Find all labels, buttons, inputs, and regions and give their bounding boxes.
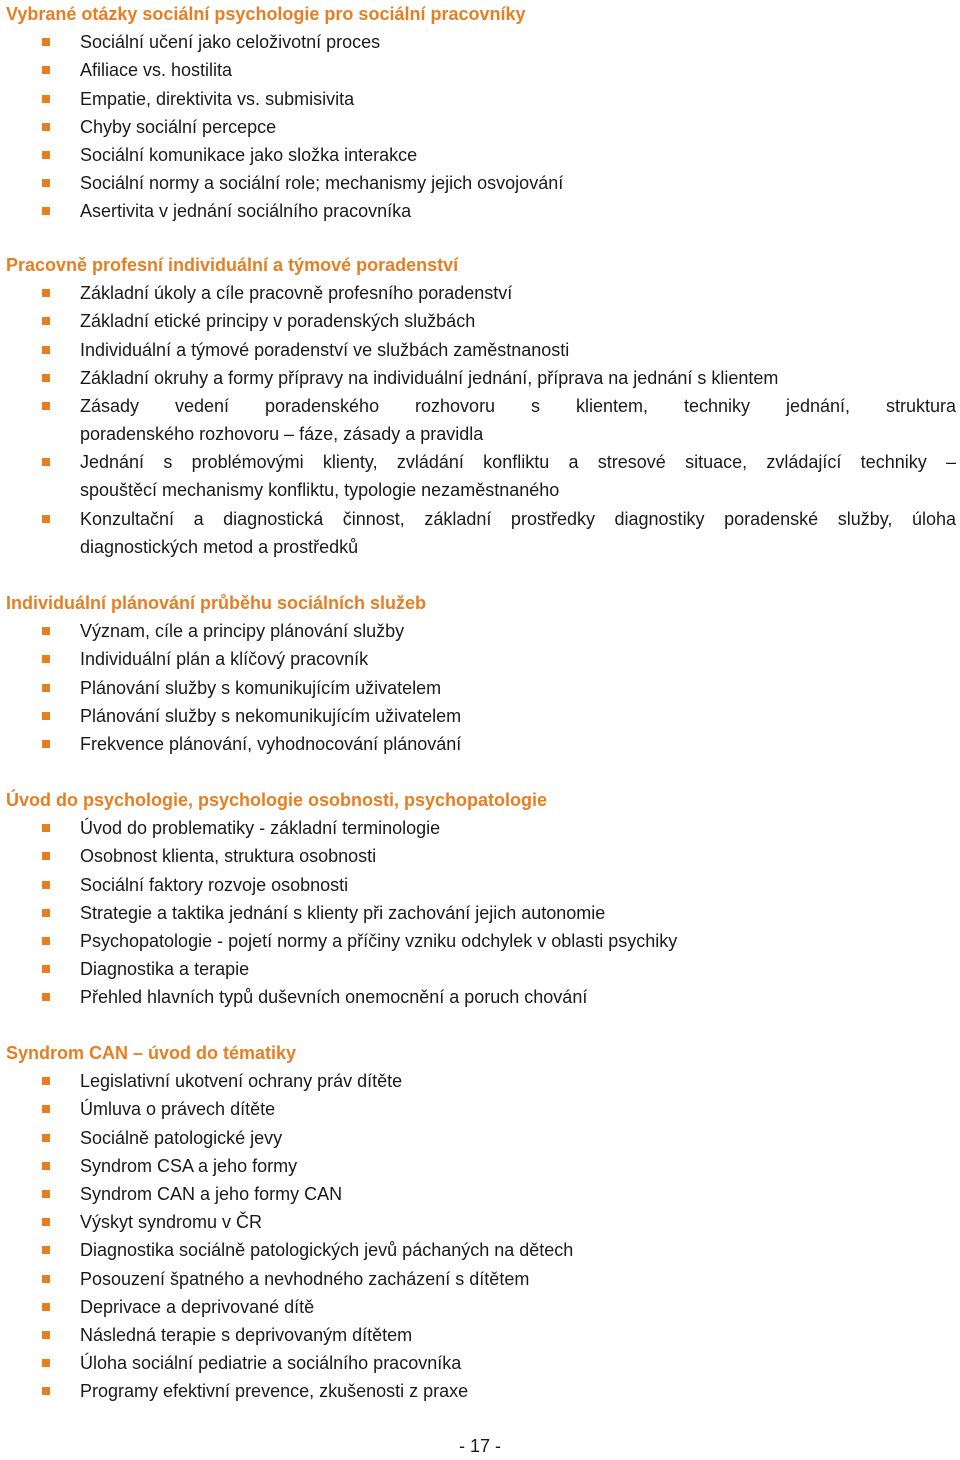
list-item (0, 364, 960, 392)
list-item (0, 1236, 960, 1264)
square-bullet-icon (42, 1162, 50, 1170)
list-item-text: Legislativní ukotvení ochrany práv dítěte (80, 1071, 403, 1091)
list-item (0, 955, 960, 983)
list-item (0, 1067, 960, 1095)
square-bullet-icon (42, 1359, 50, 1367)
list-item (0, 336, 960, 364)
square-bullet-icon (42, 179, 50, 187)
list-item-text: diagnostických metod a prostředků (80, 537, 359, 557)
list-item (0, 448, 960, 504)
list-item-text: poradenského rozhovoru – fáze, zásady a pravidla (80, 424, 484, 444)
list-item-text: Základní okruhy a formy přípravy na individuální jednání, příprava na jednání s klientem (80, 368, 779, 388)
list-item (0, 279, 960, 307)
square-bullet-icon (42, 993, 50, 1001)
section-heading: Syndrom CAN – úvod do tématiky (6, 1043, 297, 1063)
list-item (0, 730, 960, 758)
list-item-text: Programy efektivní prevence, zkušenosti z praxe (80, 1381, 469, 1401)
list-item-text: Posouzení špatného a nevhodného zacházení s dítětem (80, 1269, 530, 1289)
square-bullet-icon (42, 684, 50, 692)
list-item (0, 871, 960, 899)
list-item-text: Plánování služby s nekomunikujícím uživatelem (80, 706, 462, 726)
list-item-text: spouštěcí mechanismy konfliktu, typologie nezaměstnaného (80, 480, 560, 500)
list-item (0, 1095, 960, 1123)
list-item-text: Osobnost klienta, struktura osobnosti (80, 846, 377, 866)
list-item (0, 28, 960, 56)
square-bullet-icon (42, 740, 50, 748)
list-item (0, 307, 960, 335)
square-bullet-icon (42, 1190, 50, 1198)
list-item (0, 1293, 960, 1321)
list-item-text: Význam, cíle a principy plánování služby (80, 621, 405, 641)
list-item-text: Sociální normy a sociální role; mechanismy jejich osvojování (80, 173, 564, 193)
list-item (0, 702, 960, 730)
list-item (0, 113, 960, 141)
list-item-text: Plánování služby s komunikujícím uživatelem (80, 678, 442, 698)
square-bullet-icon (42, 207, 50, 215)
list-item (0, 1349, 960, 1377)
list-item-text: Úloha sociální pediatrie a sociálního pracovníka (80, 1353, 462, 1373)
list-item (0, 169, 960, 197)
list-item-text: Sociální učení jako celoživotní proces (80, 32, 381, 52)
square-bullet-icon (42, 1105, 50, 1113)
list-item-text: Afiliace vs. hostilita (80, 60, 233, 80)
list-item (0, 1124, 960, 1152)
square-bullet-icon (42, 937, 50, 945)
page-number: - 17 - (458, 1436, 501, 1456)
square-bullet-icon (42, 909, 50, 917)
list-item-text: Diagnostika sociálně patologických jevů páchaných na dětech (80, 1240, 574, 1260)
list-item (0, 1208, 960, 1236)
square-bullet-icon (42, 1218, 50, 1226)
section-heading: Individuální plánování průběhu sociálních služeb (6, 593, 427, 613)
square-bullet-icon (42, 1387, 50, 1395)
list-item (0, 1377, 960, 1405)
square-bullet-icon (42, 346, 50, 354)
list-item-text: Sociální faktory rozvoje osobnosti (80, 875, 349, 895)
list-item-text: Výskyt syndromu v ČR (80, 1212, 263, 1232)
list-item (0, 1321, 960, 1349)
list-item-text: Úmluva o právech dítěte (80, 1099, 276, 1119)
list-item (0, 56, 960, 84)
square-bullet-icon (42, 402, 50, 410)
square-bullet-icon (42, 374, 50, 382)
list-item-text: Strategie a taktika jednání s klienty při zachování jejich autonomie (80, 903, 606, 923)
list-item (0, 842, 960, 870)
square-bullet-icon (42, 1134, 50, 1142)
square-bullet-icon (42, 1077, 50, 1085)
list-item-text: Úvod do problematiky - základní terminologie (80, 818, 441, 838)
list-item (0, 617, 960, 645)
list-item-text: Psychopatologie - pojetí normy a příčiny vzniku odchylek v oblasti psychiky (80, 931, 678, 951)
list-item (0, 899, 960, 927)
square-bullet-icon (42, 38, 50, 46)
list-item-text: Následná terapie s deprivovaným dítětem (80, 1325, 413, 1345)
square-bullet-icon (42, 965, 50, 973)
square-bullet-icon (42, 151, 50, 159)
list-item-text: Chyby sociální percepce (80, 117, 277, 137)
list-item-text: Sociální komunikace jako složka interakce (80, 145, 418, 165)
list-item (0, 645, 960, 673)
square-bullet-icon (42, 317, 50, 325)
list-item (0, 197, 960, 225)
square-bullet-icon (42, 881, 50, 889)
list-item (0, 392, 960, 448)
square-bullet-icon (42, 1246, 50, 1254)
list-item (0, 1152, 960, 1180)
list-item-text: Frekvence plánování, vyhodnocování plánování (80, 734, 462, 754)
list-item (0, 1265, 960, 1293)
list-item (0, 505, 960, 561)
list-item-text: Empatie, direktivita vs. submisivita (80, 89, 355, 109)
list-item-text: Individuální plán a klíčový pracovník (80, 649, 369, 669)
list-item (0, 674, 960, 702)
list-item-text: Individuální a týmové poradenství ve službách zaměstnanosti (80, 340, 570, 360)
list-item (0, 983, 960, 1011)
list-item-text: Syndrom CSA a jeho formy (80, 1156, 298, 1176)
square-bullet-icon (42, 852, 50, 860)
list-item-text: Jednání s problémovými klienty, zvládání konfliktu a stresové situace, zvládající techniky – (80, 452, 956, 472)
list-item (0, 141, 960, 169)
square-bullet-icon (42, 458, 50, 466)
square-bullet-icon (42, 627, 50, 635)
list-item (0, 85, 960, 113)
list-item-text: Základní úkoly a cíle pracovně profesního poradenství (80, 283, 513, 303)
section-heading: Vybrané otázky sociální psychologie pro sociální pracovníky (6, 4, 526, 24)
square-bullet-icon (42, 655, 50, 663)
square-bullet-icon (42, 1331, 50, 1339)
list-item-text: Diagnostika a terapie (80, 959, 250, 979)
square-bullet-icon (42, 66, 50, 74)
list-item-text: Zásady vedení poradenského rozhovoru s klientem, techniky jednání, struktura (80, 396, 956, 416)
list-item-text: Přehled hlavních typů duševních onemocnění a poruch chování (80, 987, 588, 1007)
square-bullet-icon (42, 712, 50, 720)
list-item-text: Deprivace a deprivované dítě (80, 1297, 315, 1317)
list-item (0, 814, 960, 842)
square-bullet-icon (42, 1303, 50, 1311)
section-heading: Pracovně profesní individuální a týmové poradenství (6, 255, 459, 275)
list-item-text: Sociálně patologické jevy (80, 1128, 283, 1148)
square-bullet-icon (42, 123, 50, 131)
square-bullet-icon (42, 1275, 50, 1283)
list-item (0, 1180, 960, 1208)
list-item-text: Syndrom CAN a jeho formy CAN (80, 1184, 343, 1204)
list-item (0, 927, 960, 955)
square-bullet-icon (42, 95, 50, 103)
square-bullet-icon (42, 824, 50, 832)
list-item-text: Základní etické principy v poradenských službách (80, 311, 476, 331)
section-heading: Úvod do psychologie, psychologie osobnosti, psychopatologie (6, 790, 548, 810)
list-item-text: Asertivita v jednání sociálního pracovníka (80, 201, 412, 221)
square-bullet-icon (42, 515, 50, 523)
square-bullet-icon (42, 289, 50, 297)
list-item-text: Konzultační a diagnostická činnost, základní prostředky diagnostiky poradenské služby, úloha (80, 509, 956, 529)
